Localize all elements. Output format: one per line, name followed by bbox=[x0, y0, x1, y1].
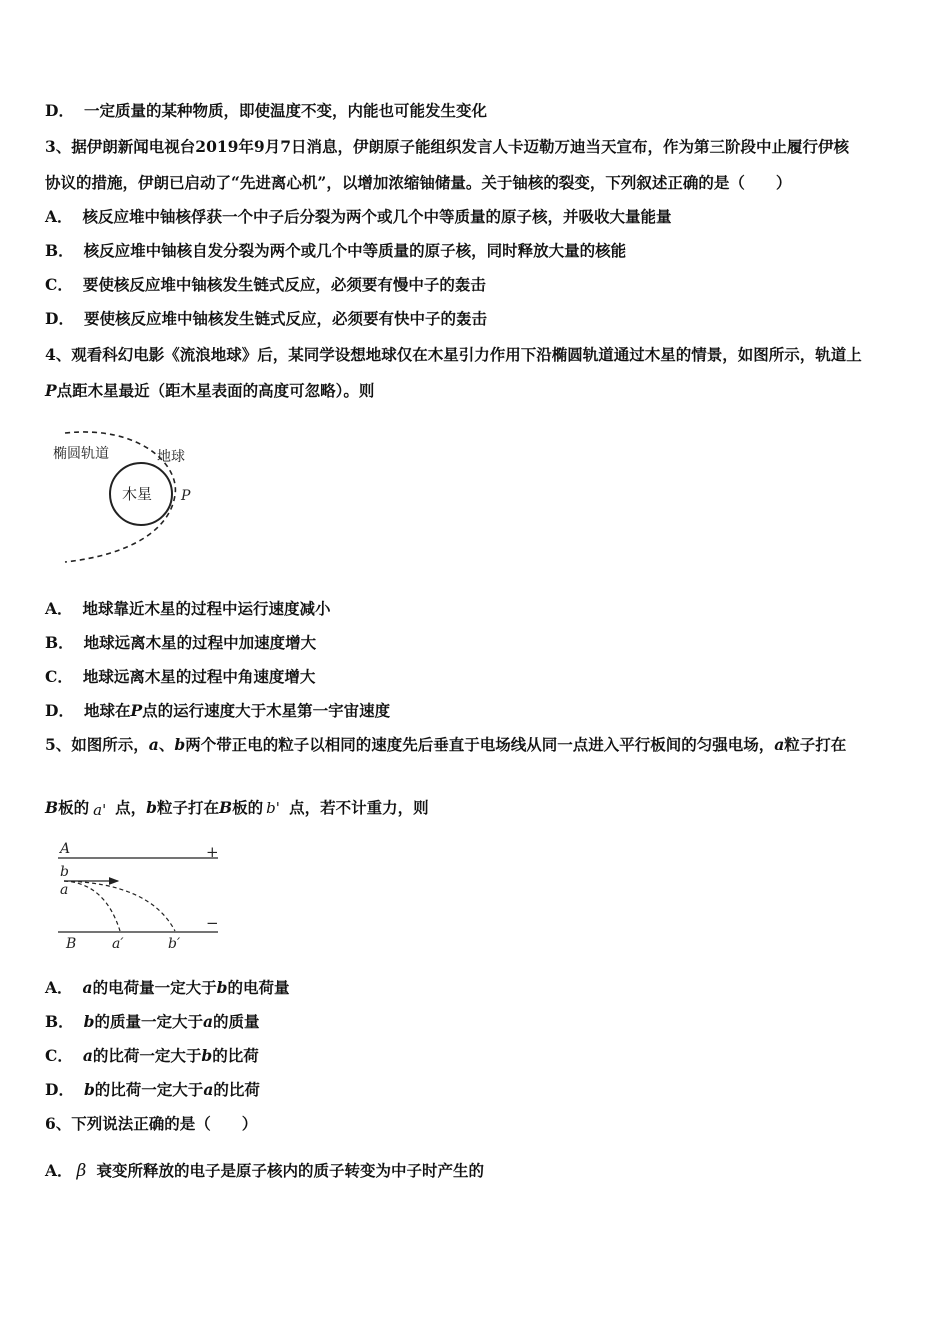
trajectory-b bbox=[64, 881, 175, 931]
q4-option-b: B． 地球远离木星的过程中加速度增大 bbox=[45, 633, 317, 652]
jupiter-label: 木星 bbox=[122, 485, 153, 503]
q6-option-a: A． β 衰变所释放的电子是原子核内的质子转变为中子时产生的 bbox=[45, 1161, 485, 1181]
q4-stem-line1: 4、观看科幻电影《流浪地球》后，某同学设想地球仅在木星引力作用下沿椭圆轨道通过木星的情景，如图所示，轨道上 bbox=[45, 345, 862, 364]
plus-sign: + bbox=[206, 843, 219, 861]
minus-sign: − bbox=[206, 914, 219, 932]
q5-option-b: B． b的质量一定大于a的质量 bbox=[45, 1012, 260, 1031]
q4-stem-line2: P点距木星最近（距木星表面的高度可忽略）。则 bbox=[45, 381, 375, 400]
earth-label: 地球 bbox=[157, 449, 185, 465]
q5-stem-line1: 5、如图所示，a、b两个带正电的粒子以相同的速度先后垂直于电场线从同一点进入平行板间的匀强电场，a粒子打在 bbox=[45, 735, 847, 754]
point-b-prime-label: b′ bbox=[168, 936, 181, 952]
q3-stem-line1: 3、据伊朗新闻电视台2019年9月7日消息，伊朗原子能组织发言人卡迈勒万迪当天宣布，作为第三阶段中止履行伊核 bbox=[45, 137, 849, 156]
q4-option-d: D． 地球在P点的运行速度大于木星第一宇宙速度 bbox=[45, 701, 391, 720]
q4-option-a: A． 地球靠近木星的过程中运行速度减小 bbox=[45, 599, 331, 618]
q5-option-a: A． a的电荷量一定大于b的电荷量 bbox=[45, 978, 290, 997]
particle-a-label: a bbox=[60, 882, 69, 898]
q3-option-d: D． 要使核反应堆中铀核发生链式反应，必须要有快中子的轰击 bbox=[45, 309, 487, 328]
q4-option-c: C． 地球远离木星的过程中角速度增大 bbox=[45, 667, 316, 686]
particle-b-label: b bbox=[60, 864, 69, 880]
q3-option-a: A． 核反应堆中铀核俘获一个中子后分裂为两个或几个中等质量的原子核，并吸收大量能量 bbox=[45, 207, 672, 226]
q5-stem-line2: B板的 a' 点，b粒子打在B板的 b' 点，若不计重力，则 bbox=[45, 798, 429, 819]
q3-option-c: C． 要使核反应堆中铀核发生链式反应，必须要有慢中子的轰击 bbox=[45, 275, 486, 294]
q5-plates-figure bbox=[50, 838, 225, 953]
q6-stem: 6、下列说法正确的是（ ） bbox=[45, 1114, 258, 1133]
q4-orbit-figure bbox=[45, 420, 215, 570]
plate-a-label: A bbox=[60, 841, 71, 857]
point-a-prime-label: a′ bbox=[112, 936, 124, 952]
q3-stem-line2: 协议的措施，伊朗已启动了“先进离心机”，以增加浓缩铀储量。关于铀核的裂变，下列叙述正确的是（ ） bbox=[45, 173, 792, 192]
q5-option-c: C． a的比荷一定大于b的比荷 bbox=[45, 1046, 259, 1065]
trajectory-a bbox=[64, 881, 120, 931]
plate-b-label: B bbox=[66, 936, 77, 952]
q3-option-b: B． 核反应堆中铀核自发分裂为两个或几个中等质量的原子核，同时释放大量的核能 bbox=[45, 241, 627, 260]
q2-option-d: D． 一定质量的某种物质，即使温度不变，内能也可能发生变化 bbox=[45, 101, 487, 120]
point-p-label: P bbox=[181, 488, 191, 504]
orbit-label: 椭圆轨道 bbox=[53, 446, 109, 462]
q5-option-d: D． b的比荷一定大于a的比荷 bbox=[45, 1080, 260, 1099]
